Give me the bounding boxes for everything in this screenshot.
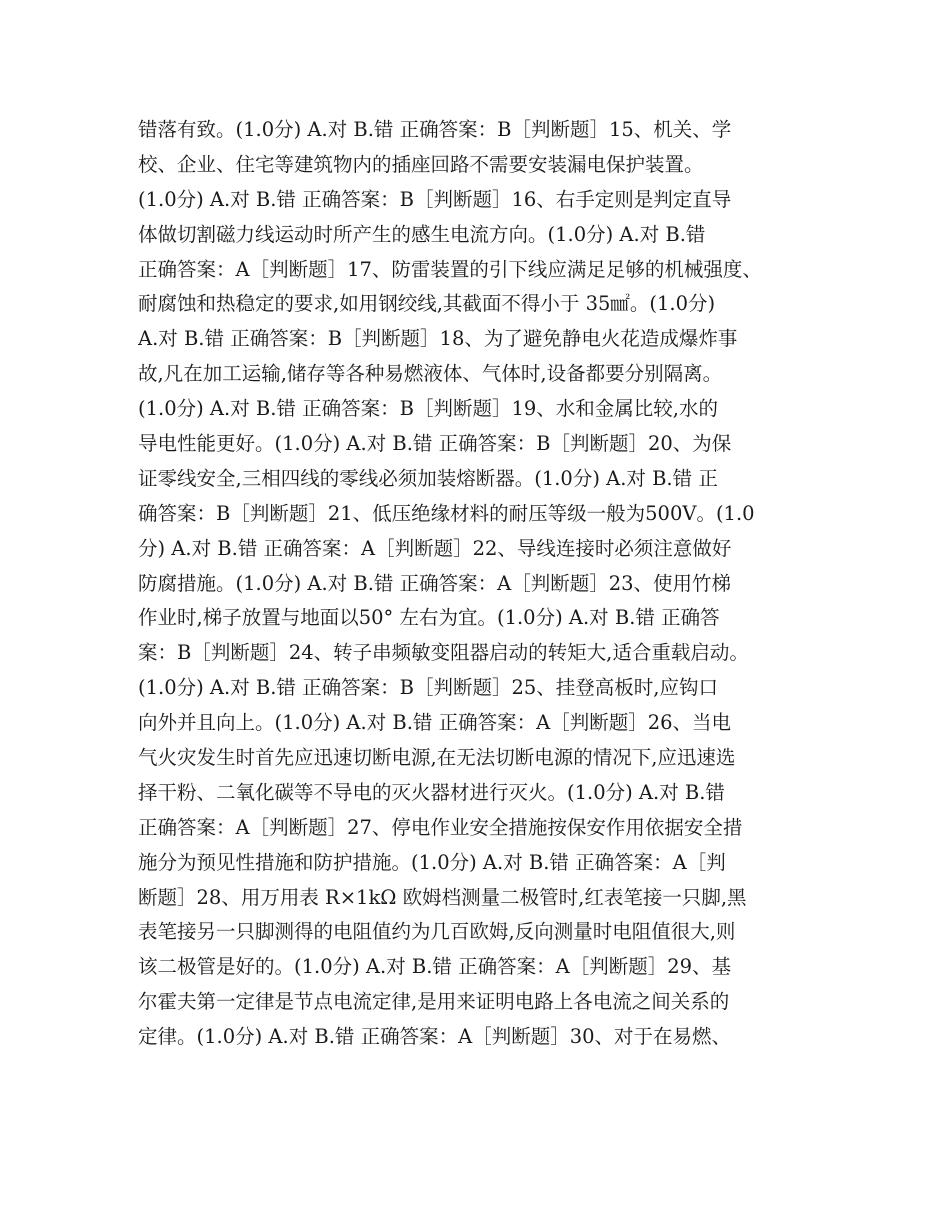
text-line: 确答案：B［判断题］21、低压绝缘材料的耐压等级一般为500V。(1.0 bbox=[138, 501, 755, 525]
text-line: 分) A.对 B.错 正确答案：A［判断题］22、导线连接时必须注意做好 bbox=[138, 536, 732, 560]
text-line: 错落有致。(1.0分) A.对 B.错 正确答案：B［判断题］15、机关、学 bbox=[138, 118, 732, 141]
text-line: 耐腐蚀和热稳定的要求,如用钢绞线,其截面不得小于 35㎟。(1.0分) bbox=[138, 292, 716, 316]
text-line: 择干粉、二氧化碳等不导电的灭火器材进行灭火。(1.0分) A.对 B.错 bbox=[138, 780, 725, 804]
text-line: 案：B［判断题］24、转子串频敏变阻器启动的转矩大,适合重载启动。 bbox=[138, 641, 749, 665]
document-body bbox=[138, 113, 818, 1055]
text-line: (1.0分) A.对 B.错 正确答案：B［判断题］25、挂登高板时,应钩口 bbox=[138, 676, 718, 700]
text-line: 证零线安全,三相四线的零线必须加装熔断器。(1.0分) A.对 B.错 正 bbox=[138, 466, 718, 490]
text-line: 故,凡在加工运输,储存等各种易燃液体、气体时,设备都要分别隔离。 bbox=[138, 362, 723, 386]
text-line: 尔霍夫第一定律是节点电流定律,是用来证明电路上各电流之间关系的 bbox=[138, 990, 730, 1014]
text-line: 导电性能更好。(1.0分) A.对 B.错 正确答案：B［判断题］20、为保 bbox=[138, 432, 732, 456]
text-line: 向外并且向上。(1.0分) A.对 B.错 正确答案：A［判断题］26、当电 bbox=[138, 711, 732, 735]
text-line: 定律。(1.0分) A.对 B.错 正确答案：A［判断题］30、对于在易燃、 bbox=[138, 1025, 732, 1049]
text-line: A.对 B.错 正确答案：B［判断题］18、为了避免静电火花造成爆炸事 bbox=[138, 327, 738, 351]
text-line: 正确答案：A［判断题］27、停电作业安全措施按保安作用依据安全措 bbox=[138, 815, 743, 839]
text-line: 体做切割磁力线运动时所产生的感生电流方向。(1.0分) A.对 B.错 bbox=[138, 222, 706, 246]
text-line: 校、企业、住宅等建筑物内的插座回路不需要安装漏电保护装置。 bbox=[138, 152, 704, 176]
text-line: 施分为预见性措施和防护措施。(1.0分) A.对 B.错 正确答案：A［判 bbox=[138, 850, 726, 874]
text-line: 正确答案：A［判断题］17、防雷装置的引下线应满足足够的机械强度、 bbox=[138, 257, 762, 281]
text-line: 表笔接另一只脚测得的电阻值约为几百欧姆,反向测量时电阻值很大,则 bbox=[138, 920, 736, 944]
text-line: 防腐措施。(1.0分) A.对 B.错 正确答案：A［判断题］23、使用竹梯 bbox=[138, 571, 732, 595]
text-line: (1.0分) A.对 B.错 正确答案：B［判断题］19、水和金属比较,水的 bbox=[138, 397, 718, 421]
text-line: 作业时,梯子放置与地面以50° 左右为宜。(1.0分) A.对 B.错 正确答 bbox=[138, 606, 720, 630]
text-line: 气火灾发生时首先应迅速切断电源,在无法切断电源的情况下,应迅速选 bbox=[138, 746, 736, 770]
text-line: 该二极管是好的。(1.0分) A.对 B.错 正确答案：A［判断题］29、基 bbox=[138, 955, 732, 979]
text-line: 断题］28、用万用表 R×1kΩ 欧姆档测量二极管时,红表笔接一只脚,黑 bbox=[138, 885, 747, 909]
text-line: (1.0分) A.对 B.错 正确答案：B［判断题］16、右手定则是判定直导 bbox=[138, 187, 732, 211]
